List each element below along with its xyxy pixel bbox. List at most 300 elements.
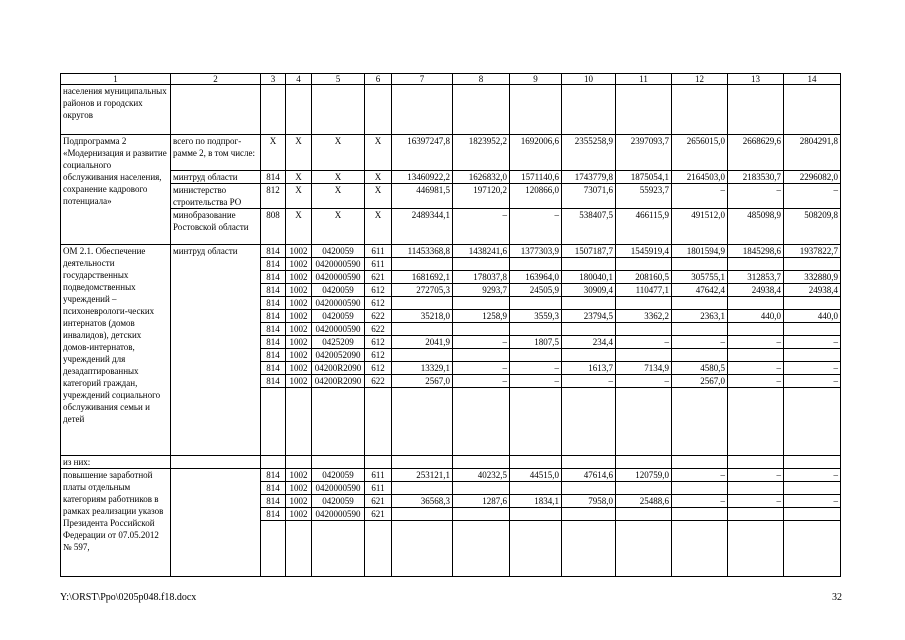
value-cell: [672, 323, 728, 336]
empty-cell: [562, 85, 616, 135]
code-cell: 0420000590: [312, 508, 365, 521]
empty-cell: [616, 521, 672, 577]
code-cell: 621: [365, 495, 392, 508]
col-num: 8: [453, 74, 510, 85]
value-cell: 197120,2: [453, 184, 510, 209]
value-cell: 1613,7: [562, 362, 616, 375]
value-cell: –: [453, 362, 510, 375]
value-cell: 73071,6: [562, 184, 616, 209]
value-cell: 3559,3: [510, 310, 562, 323]
value-cell: 180040,1: [562, 271, 616, 284]
code-cell: 814: [261, 284, 286, 297]
value-cell: [392, 349, 453, 362]
code-cell: Х: [312, 209, 365, 245]
value-cell: 1377303,9: [510, 245, 562, 258]
value-cell: –: [728, 362, 784, 375]
code-cell: Х: [286, 209, 312, 245]
code-cell: 812: [261, 184, 286, 209]
value-cell: 1801594,9: [672, 245, 728, 258]
value-cell: [784, 349, 841, 362]
code-cell: 1002: [286, 245, 312, 258]
value-cell: –: [510, 375, 562, 388]
code-cell: 1002: [286, 310, 312, 323]
value-cell: 36568,3: [392, 495, 453, 508]
page-number: 32: [832, 592, 842, 603]
value-cell: 120759,0: [616, 469, 672, 482]
value-cell: 446981,5: [392, 184, 453, 209]
code-cell: 814: [261, 375, 286, 388]
code-cell: 04200R2090: [312, 375, 365, 388]
value-cell: 1571140,6: [510, 171, 562, 184]
col-num: 3: [261, 74, 286, 85]
value-cell: 120866,0: [510, 184, 562, 209]
value-cell: –: [453, 375, 510, 388]
value-cell: –: [672, 184, 728, 209]
value-cell: 1626832,0: [453, 171, 510, 184]
empty-cell: [510, 388, 562, 456]
code-cell: 814: [261, 336, 286, 349]
value-cell: 234,4: [562, 336, 616, 349]
value-cell: 3362,2: [616, 310, 672, 323]
empty-cell: [510, 456, 562, 469]
code-cell: 1002: [286, 258, 312, 271]
code-cell: 814: [261, 508, 286, 521]
value-cell: [453, 297, 510, 310]
table-row: [61, 135, 841, 171]
empty-cell: [784, 521, 841, 577]
code-cell: 622: [365, 375, 392, 388]
value-cell: –: [784, 495, 841, 508]
col-num: 5: [312, 74, 365, 85]
empty-cell: [312, 521, 365, 577]
col-num: 13: [728, 74, 784, 85]
code-cell: 622: [365, 323, 392, 336]
empty-cell: [728, 456, 784, 469]
value-cell: 13460922,2: [392, 171, 453, 184]
code-cell: 622: [365, 310, 392, 323]
value-cell: 1545919,4: [616, 245, 672, 258]
value-cell: [672, 508, 728, 521]
value-cell: –: [728, 375, 784, 388]
value-cell: –: [672, 336, 728, 349]
value-cell: [453, 508, 510, 521]
empty-cell: [286, 456, 312, 469]
value-cell: 2567,0: [672, 375, 728, 388]
empty-cell: [286, 85, 312, 135]
value-cell: –: [616, 375, 672, 388]
value-cell: 23794,5: [562, 310, 616, 323]
value-cell: [728, 258, 784, 271]
value-cell: [510, 349, 562, 362]
empty-cell: [784, 456, 841, 469]
empty-cell: [510, 85, 562, 135]
code-cell: Х: [286, 184, 312, 209]
value-cell: 30909,4: [562, 284, 616, 297]
code-cell: 0425209: [312, 336, 365, 349]
value-cell: 2668629,6: [728, 135, 784, 171]
col-num: 11: [616, 74, 672, 85]
column-number-row: [61, 74, 841, 85]
col-num: 14: [784, 74, 841, 85]
value-cell: 40232,5: [453, 469, 510, 482]
value-cell: 1937822,7: [784, 245, 841, 258]
value-cell: –: [784, 184, 841, 209]
value-cell: 491512,0: [672, 209, 728, 245]
value-cell: 2656015,0: [672, 135, 728, 171]
empty-cell: [392, 456, 453, 469]
code-cell: 814: [261, 362, 286, 375]
empty-cell: [261, 388, 286, 456]
code-cell: 0420059: [312, 284, 365, 297]
executor-cell: всего по подпрог-рамме 2, в том числе:: [171, 135, 261, 171]
code-cell: 814: [261, 323, 286, 336]
empty-cell: [562, 388, 616, 456]
value-cell: 2804291,8: [784, 135, 841, 171]
empty-cell: [365, 388, 392, 456]
value-cell: 110477,1: [616, 284, 672, 297]
code-cell: 1002: [286, 495, 312, 508]
empty-cell: [392, 521, 453, 577]
empty-cell: [312, 85, 365, 135]
code-cell: 1002: [286, 336, 312, 349]
value-cell: 1692006,6: [510, 135, 562, 171]
value-cell: 312853,7: [728, 271, 784, 284]
empty-cell: [672, 521, 728, 577]
empty-cell: [365, 521, 392, 577]
code-cell: Х: [286, 135, 312, 171]
value-cell: 4580,5: [672, 362, 728, 375]
value-cell: –: [784, 469, 841, 482]
value-cell: [672, 297, 728, 310]
value-cell: –: [672, 469, 728, 482]
value-cell: [392, 482, 453, 495]
empty-cell: [672, 456, 728, 469]
value-cell: 332880,9: [784, 271, 841, 284]
value-cell: –: [728, 336, 784, 349]
value-cell: 2296082,0: [784, 171, 841, 184]
value-cell: 2164503,0: [672, 171, 728, 184]
value-cell: 305755,1: [672, 271, 728, 284]
value-cell: [510, 508, 562, 521]
code-cell: Х: [365, 209, 392, 245]
empty-cell: [365, 85, 392, 135]
value-cell: [728, 323, 784, 336]
code-cell: 0420000590: [312, 258, 365, 271]
value-cell: 2355258,9: [562, 135, 616, 171]
empty-cell: [616, 456, 672, 469]
value-cell: [392, 323, 453, 336]
code-cell: 1002: [286, 271, 312, 284]
code-cell: 814: [261, 469, 286, 482]
empty-cell: [728, 521, 784, 577]
col-num: 4: [286, 74, 312, 85]
empty-cell: [784, 388, 841, 456]
col-num: 1: [61, 74, 171, 85]
code-cell: 612: [365, 362, 392, 375]
value-cell: 2489344,1: [392, 209, 453, 245]
empty-cell: [616, 388, 672, 456]
code-cell: 621: [365, 271, 392, 284]
code-cell: Х: [312, 171, 365, 184]
empty-cell: [728, 388, 784, 456]
value-cell: –: [784, 362, 841, 375]
col-num: 7: [392, 74, 453, 85]
code-cell: Х: [312, 135, 365, 171]
row-label: Подпрограмма 2 «Модернизация и развитие социального обслуживания населения, сохранение кадрового потенциала»: [61, 135, 171, 245]
empty-cell: [365, 456, 392, 469]
value-cell: [562, 482, 616, 495]
empty-cell: [672, 85, 728, 135]
table-row: [61, 209, 841, 245]
value-cell: –: [562, 375, 616, 388]
value-cell: [728, 482, 784, 495]
value-cell: –: [510, 362, 562, 375]
code-cell: 0420052090: [312, 349, 365, 362]
value-cell: 24505,9: [510, 284, 562, 297]
col-num: 2: [171, 74, 261, 85]
code-cell: 1002: [286, 482, 312, 495]
value-cell: –: [728, 469, 784, 482]
code-cell: 814: [261, 310, 286, 323]
code-cell: 814: [261, 271, 286, 284]
code-cell: 814: [261, 495, 286, 508]
executor-cell: минобразование Ростовской области: [171, 209, 261, 245]
value-cell: [616, 508, 672, 521]
value-cell: 44515,0: [510, 469, 562, 482]
value-cell: –: [510, 209, 562, 245]
row-label: из них:: [61, 456, 171, 469]
code-cell: 0420000590: [312, 271, 365, 284]
empty-cell: [312, 388, 365, 456]
value-cell: 208160,5: [616, 271, 672, 284]
code-cell: 1002: [286, 375, 312, 388]
value-cell: 16397247,8: [392, 135, 453, 171]
value-cell: 1875054,1: [616, 171, 672, 184]
value-cell: 7134,9: [616, 362, 672, 375]
code-cell: 0420000590: [312, 482, 365, 495]
value-cell: [510, 297, 562, 310]
code-cell: 814: [261, 297, 286, 310]
table-row: [61, 456, 841, 469]
value-cell: 25488,6: [616, 495, 672, 508]
code-cell: 814: [261, 171, 286, 184]
code-cell: 1002: [286, 297, 312, 310]
budget-table: [60, 73, 841, 577]
value-cell: 178037,8: [453, 271, 510, 284]
empty-cell: [286, 521, 312, 577]
code-cell: 1002: [286, 469, 312, 482]
value-cell: –: [784, 336, 841, 349]
value-cell: 35218,0: [392, 310, 453, 323]
executor-cell: минтруд области: [171, 171, 261, 184]
value-cell: 2567,0: [392, 375, 453, 388]
value-cell: 1681692,1: [392, 271, 453, 284]
value-cell: 485098,9: [728, 209, 784, 245]
value-cell: –: [784, 375, 841, 388]
code-cell: Х: [286, 171, 312, 184]
empty-cell: [616, 85, 672, 135]
code-cell: 621: [365, 508, 392, 521]
value-cell: 1438241,6: [453, 245, 510, 258]
value-cell: –: [453, 209, 510, 245]
value-cell: –: [672, 495, 728, 508]
empty-cell: [286, 388, 312, 456]
value-cell: 9293,7: [453, 284, 510, 297]
code-cell: 611: [365, 245, 392, 258]
value-cell: 272705,3: [392, 284, 453, 297]
executor-cell: министерство строительства РО: [171, 184, 261, 209]
value-cell: [453, 258, 510, 271]
code-cell: Х: [365, 171, 392, 184]
value-cell: 24938,4: [784, 284, 841, 297]
executor-cell: минтруд области: [171, 245, 261, 456]
value-cell: [784, 482, 841, 495]
value-cell: [392, 508, 453, 521]
value-cell: [728, 508, 784, 521]
empty-cell: [171, 469, 261, 577]
value-cell: [616, 323, 672, 336]
value-cell: [672, 482, 728, 495]
table-row: [61, 245, 841, 258]
empty-cell: [672, 388, 728, 456]
value-cell: [562, 323, 616, 336]
col-num: 12: [672, 74, 728, 85]
value-cell: 1834,1: [510, 495, 562, 508]
code-cell: 612: [365, 349, 392, 362]
value-cell: [510, 323, 562, 336]
value-cell: [453, 349, 510, 362]
empty-cell: [171, 456, 261, 469]
value-cell: [728, 349, 784, 362]
code-cell: 1002: [286, 284, 312, 297]
value-cell: 7958,0: [562, 495, 616, 508]
empty-cell: [261, 85, 286, 135]
value-cell: 1807,5: [510, 336, 562, 349]
value-cell: [392, 258, 453, 271]
value-cell: –: [453, 336, 510, 349]
code-cell: 611: [365, 482, 392, 495]
value-cell: –: [728, 184, 784, 209]
value-cell: [672, 349, 728, 362]
empty-cell: [392, 388, 453, 456]
value-cell: 13329,1: [392, 362, 453, 375]
col-num: 6: [365, 74, 392, 85]
value-cell: [392, 297, 453, 310]
value-cell: [453, 482, 510, 495]
code-cell: 612: [365, 297, 392, 310]
value-cell: [562, 508, 616, 521]
empty-cell: [171, 85, 261, 135]
value-cell: –: [728, 495, 784, 508]
value-cell: 1743779,8: [562, 171, 616, 184]
value-cell: [562, 258, 616, 271]
table-row: [61, 184, 841, 209]
value-cell: 466115,9: [616, 209, 672, 245]
value-cell: 2397093,7: [616, 135, 672, 171]
empty-cell: [453, 85, 510, 135]
value-cell: [616, 297, 672, 310]
value-cell: [453, 323, 510, 336]
code-cell: 0420059: [312, 245, 365, 258]
code-cell: 814: [261, 245, 286, 258]
value-cell: 47642,4: [672, 284, 728, 297]
code-cell: 611: [365, 258, 392, 271]
value-cell: [562, 349, 616, 362]
value-cell: 440,0: [784, 310, 841, 323]
empty-cell: [453, 521, 510, 577]
code-cell: 814: [261, 258, 286, 271]
code-cell: Х: [365, 184, 392, 209]
value-cell: 2041,9: [392, 336, 453, 349]
code-cell: Х: [261, 135, 286, 171]
col-num: 10: [562, 74, 616, 85]
code-cell: 1002: [286, 349, 312, 362]
empty-cell: [453, 388, 510, 456]
file-path: Y:\ORST\Ppo\0205p048.f18.docx: [60, 592, 197, 603]
value-cell: [784, 297, 841, 310]
empty-cell: [261, 456, 286, 469]
code-cell: 0420000590: [312, 297, 365, 310]
value-cell: [510, 258, 562, 271]
empty-cell: [261, 521, 286, 577]
code-cell: Х: [312, 184, 365, 209]
code-cell: 1002: [286, 323, 312, 336]
value-cell: 508209,8: [784, 209, 841, 245]
code-cell: Х: [365, 135, 392, 171]
value-cell: 2183530,7: [728, 171, 784, 184]
table-row: [61, 469, 841, 482]
value-cell: [784, 258, 841, 271]
value-cell: 1823952,2: [453, 135, 510, 171]
value-cell: 440,0: [728, 310, 784, 323]
value-cell: [728, 297, 784, 310]
code-cell: 0420059: [312, 310, 365, 323]
table-row: [61, 171, 841, 184]
value-cell: 253121,1: [392, 469, 453, 482]
empty-cell: [784, 85, 841, 135]
empty-cell: [510, 521, 562, 577]
value-cell: 47614,6: [562, 469, 616, 482]
code-cell: 1002: [286, 362, 312, 375]
code-cell: 1002: [286, 508, 312, 521]
value-cell: [616, 349, 672, 362]
code-cell: 04200R2090: [312, 362, 365, 375]
value-cell: [784, 323, 841, 336]
value-cell: 538407,5: [562, 209, 616, 245]
value-cell: [562, 297, 616, 310]
code-cell: 814: [261, 482, 286, 495]
code-cell: 0420000590: [312, 323, 365, 336]
empty-cell: [562, 521, 616, 577]
code-cell: 808: [261, 209, 286, 245]
code-cell: 0420059: [312, 469, 365, 482]
code-cell: 814: [261, 349, 286, 362]
row-label: повышение заработной платы отдельным категориям работников в рамках реализации указов Президента Российской Федерации от 07.05.2012 № 597,: [61, 469, 171, 577]
value-cell: [784, 508, 841, 521]
value-cell: 1258,9: [453, 310, 510, 323]
value-cell: 2363,1: [672, 310, 728, 323]
value-cell: 1845298,6: [728, 245, 784, 258]
empty-cell: [392, 85, 453, 135]
value-cell: 1287,6: [453, 495, 510, 508]
table-row: [61, 85, 841, 135]
empty-cell: [562, 456, 616, 469]
value-cell: 1507187,7: [562, 245, 616, 258]
empty-cell: [453, 456, 510, 469]
code-cell: 611: [365, 469, 392, 482]
value-cell: 163964,0: [510, 271, 562, 284]
row-label: ОМ 2.1. Обеспечение деятельности государственных подведомственных учреждений – психоневрологи-ческих интернатов (домов инвалидов), детских домов-интернатов, учреждений для дезадаптированных категорий граждан, учреждений социального обслуживания семьи и детей: [61, 245, 171, 456]
